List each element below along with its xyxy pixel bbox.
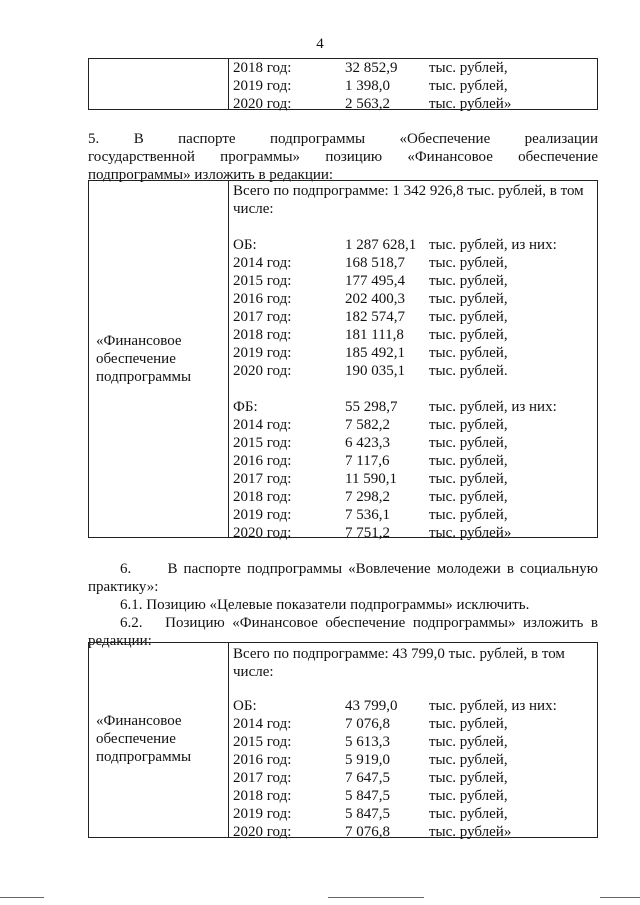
- unit-cell: тыс. рублей,: [429, 417, 508, 433]
- table-row: [233, 434, 593, 452]
- unit-cell: тыс. рублей,: [429, 60, 508, 76]
- year-cell: 2018 год:: [233, 489, 292, 505]
- year-cell: 2019 год:: [233, 78, 292, 94]
- unit-cell: тыс. рублей,: [429, 734, 508, 750]
- table-row: [233, 290, 593, 308]
- unit-cell: тыс. рублей»: [429, 525, 512, 541]
- table-row: [233, 326, 593, 344]
- amount-cell: 7 076,8: [345, 824, 390, 840]
- scan-edge-line: [328, 897, 424, 898]
- amount-cell: 182 574,7: [345, 309, 405, 325]
- paragraph-line: государственной программы» позицию «Финансовое обеспечение: [88, 149, 598, 165]
- unit-cell: тыс. рублей»: [429, 96, 512, 112]
- scan-edge-line: [0, 897, 44, 898]
- amount-cell: 2 563,2: [345, 96, 390, 112]
- table-row: [233, 751, 593, 769]
- unit-cell: тыс. рублей,: [429, 770, 508, 786]
- year-cell: 2017 год:: [233, 471, 292, 487]
- year-cell: 2018 год:: [233, 327, 292, 343]
- table-row-header: [233, 398, 593, 416]
- year-cell: ОБ:: [233, 698, 257, 714]
- unit-cell: тыс. рублей.: [429, 363, 508, 379]
- funding-total: Всего по подпрограмме: 1 342 926,8 тыс. рублей, в том: [233, 183, 584, 199]
- table-row: [233, 308, 593, 326]
- table-divider: [228, 58, 229, 110]
- funding-label-line: «Финансовое: [96, 713, 182, 729]
- table-row: [233, 254, 593, 272]
- table-row: [233, 805, 593, 823]
- unit-cell: тыс. рублей,: [429, 507, 508, 523]
- amount-cell: 7 582,2: [345, 417, 390, 433]
- amount-cell: 177 495,4: [345, 273, 405, 289]
- table-row: [233, 344, 593, 362]
- paragraph-6-2: 6.2. Позицию «Финансовое обеспечение подпрограммы» изложить в: [120, 615, 598, 631]
- table-row-header: [233, 697, 593, 715]
- table-row: [233, 452, 593, 470]
- year-cell: 2020 год:: [233, 824, 292, 840]
- table-row: [233, 416, 593, 434]
- amount-cell: 181 111,8: [345, 327, 404, 343]
- amount-cell: 7 751,2: [345, 525, 390, 541]
- unit-cell: тыс. рублей,: [429, 471, 508, 487]
- unit-cell: тыс. рублей,: [429, 435, 508, 451]
- unit-cell: тыс. рублей,: [429, 255, 508, 271]
- funding-total: Всего по подпрограмме: 43 799,0 тыс. рублей, в том: [233, 646, 565, 662]
- paragraph-5: [88, 130, 598, 184]
- unit-cell: тыс. рублей,: [429, 752, 508, 768]
- unit-cell: тыс. рублей, из них:: [429, 399, 557, 415]
- amount-cell: 1 287 628,1: [345, 237, 417, 253]
- amount-cell: 11 590,1: [345, 471, 397, 487]
- unit-cell: тыс. рублей,: [429, 327, 508, 343]
- paragraph-line: 5. В паспорте подпрограммы «Обеспечение реализации: [88, 131, 598, 147]
- funding-total-cont: числе:: [233, 201, 274, 217]
- table-row: [233, 59, 593, 77]
- funding-total-cont: числе:: [233, 664, 274, 680]
- amount-cell: 55 298,7: [345, 399, 398, 415]
- funding-label: [96, 712, 221, 766]
- unit-cell: тыс. рублей,: [429, 489, 508, 505]
- table-row: [233, 488, 593, 506]
- scan-edge-line: [600, 897, 640, 898]
- table-row: [233, 362, 593, 380]
- funding-label-line: обеспечение: [96, 351, 176, 367]
- page-number: 4: [316, 36, 324, 52]
- unit-cell: тыс. рублей,: [429, 273, 508, 289]
- amount-cell: 185 492,1: [345, 345, 405, 361]
- amount-cell: 7 298,2: [345, 489, 390, 505]
- funding-label-line: подпрограммы: [96, 749, 192, 765]
- unit-cell: тыс. рублей,: [429, 345, 508, 361]
- table-row-header: [233, 236, 593, 254]
- year-cell: ФБ:: [233, 399, 258, 415]
- year-cell: 2015 год:: [233, 435, 292, 451]
- table-divider: [228, 180, 229, 538]
- table-row: [233, 272, 593, 290]
- amount-cell: 5 613,3: [345, 734, 390, 750]
- amount-cell: 7 536,1: [345, 507, 390, 523]
- amount-cell: 190 035,1: [345, 363, 405, 379]
- year-cell: 2014 год:: [233, 417, 292, 433]
- year-cell: 2016 год:: [233, 291, 292, 307]
- unit-cell: тыс. рублей,: [429, 806, 508, 822]
- table-row: [233, 77, 593, 95]
- unit-cell: тыс. рублей,: [429, 78, 508, 94]
- year-cell: 2016 год:: [233, 752, 292, 768]
- amount-cell: 7 647,5: [345, 770, 390, 786]
- table-row: [233, 769, 593, 787]
- table-row: [233, 524, 593, 542]
- year-cell: 2018 год:: [233, 60, 292, 76]
- amount-cell: 5 919,0: [345, 752, 390, 768]
- year-cell: 2018 год:: [233, 788, 292, 804]
- year-cell: 2015 год:: [233, 273, 292, 289]
- amount-cell: 32 852,9: [345, 60, 398, 76]
- unit-cell: тыс. рублей»: [429, 824, 512, 840]
- funding-label-line: подпрограммы: [96, 369, 192, 385]
- year-cell: 2017 год:: [233, 309, 292, 325]
- table-row: [233, 733, 593, 751]
- table-row: [233, 470, 593, 488]
- amount-cell: 5 847,5: [345, 788, 390, 804]
- year-cell: 2020 год:: [233, 525, 292, 541]
- table-row: [233, 715, 593, 733]
- table-divider: [228, 642, 229, 838]
- funding-label-line: обеспечение: [96, 731, 176, 747]
- year-cell: 2019 год:: [233, 345, 292, 361]
- paragraph-line: практику»:: [88, 579, 159, 595]
- year-cell: 2020 год:: [233, 96, 292, 112]
- year-cell: 2019 год:: [233, 507, 292, 523]
- table-row: [233, 95, 593, 113]
- amount-cell: 43 799,0: [345, 698, 398, 714]
- year-cell: 2015 год:: [233, 734, 292, 750]
- amount-cell: 6 423,3: [345, 435, 390, 451]
- paragraph-6-1: 6.1. Позицию «Целевые показатели подпрограммы» исключить.: [120, 597, 530, 613]
- unit-cell: тыс. рублей,: [429, 716, 508, 732]
- amount-cell: 1 398,0: [345, 78, 390, 94]
- year-cell: 2014 год:: [233, 716, 292, 732]
- table-row: [233, 787, 593, 805]
- amount-cell: 202 400,3: [345, 291, 405, 307]
- amount-cell: 5 847,5: [345, 806, 390, 822]
- amount-cell: 7 117,6: [345, 453, 390, 469]
- unit-cell: тыс. рублей, из них:: [429, 698, 557, 714]
- unit-cell: тыс. рублей,: [429, 291, 508, 307]
- unit-cell: тыс. рублей,: [429, 788, 508, 804]
- year-cell: ОБ:: [233, 237, 257, 253]
- paragraph-line: подпрограммы» изложить в редакции:: [88, 167, 334, 183]
- amount-cell: 168 518,7: [345, 255, 405, 271]
- paragraph-line: редакции:: [88, 633, 152, 649]
- unit-cell: тыс. рублей,: [429, 453, 508, 469]
- amount-cell: 7 076,8: [345, 716, 390, 732]
- year-cell: 2014 год:: [233, 255, 292, 271]
- unit-cell: тыс. рублей, из них:: [429, 237, 557, 253]
- table-row: [233, 506, 593, 524]
- funding-label: [96, 332, 221, 386]
- year-cell: 2016 год:: [233, 453, 292, 469]
- year-cell: 2019 год:: [233, 806, 292, 822]
- paragraph-line: 6. В паспорте подпрограммы «Вовлечение молодежи в социальную: [120, 561, 598, 577]
- unit-cell: тыс. рублей,: [429, 309, 508, 325]
- year-cell: 2020 год:: [233, 363, 292, 379]
- funding-label-line: «Финансовое: [96, 333, 182, 349]
- year-cell: 2017 год:: [233, 770, 292, 786]
- paragraph-6: [88, 560, 598, 650]
- table-row: [233, 823, 593, 841]
